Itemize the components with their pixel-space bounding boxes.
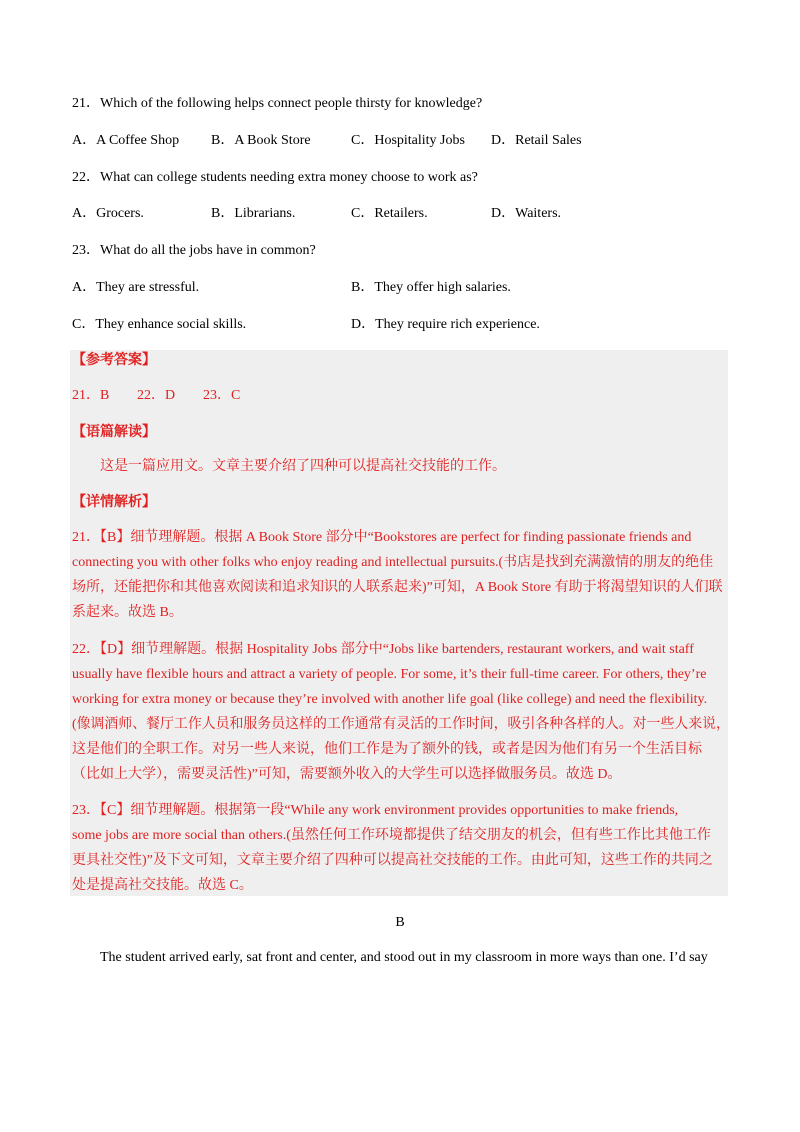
question-21-option-b: B．A Book Store: [211, 133, 311, 148]
detail-23-line: 处是提高社交技能。故选 C。: [72, 878, 253, 893]
detail-22-line: working for extra money or because they’re involved with another life goal (like college) and need the flexibility.: [72, 692, 708, 707]
question-22-option-d: D．Waiters.: [491, 206, 562, 221]
detail-21-line: connecting you with other folks who enjoy reading and intellectual pursuits.(书店是找到充满激情的朋友的绝佳: [72, 555, 714, 570]
detail-21-line: 场所，还能把你和其他喜欢阅读和追求知识的人联系起来)”可知，A Book Store 有助于将渴望知识的人们联: [72, 580, 723, 595]
detail-23-line: some jobs are more social than others.(虽然任何工作环境都提供了结交朋友的机会，但有些工作比其他工作: [72, 828, 711, 843]
question-23-stem: 23．What do all the jobs have in common?: [72, 243, 316, 258]
question-21-option-c: C．Hospitality Jobs: [351, 133, 465, 148]
detail-23-line: 23．【C】细节理解题。根据第一段“While any work environment provides opportunities to make friends,: [72, 803, 679, 818]
passage-heading: 【语篇解读】: [72, 425, 156, 440]
question-22-option-c: C．Retailers.: [351, 206, 428, 221]
question-23-option-a: A．They are stressful.: [72, 280, 200, 295]
question-21-stem: 21．Which of the following helps connect people thirsty for knowledge?: [72, 96, 483, 111]
question-23-option-b: B．They offer high salaries.: [351, 280, 511, 295]
question-21-option-d: D．Retail Sales: [491, 133, 582, 148]
answer-heading: 【参考答案】: [72, 353, 156, 368]
detail-22-line: usually have flexible hours and attract a variety of people. For some, it’s their full-time career. For others, they’re: [72, 667, 707, 682]
passage-b-label: B: [395, 915, 405, 930]
detail-22-line: 这是他们的全职工作。对另一些人来说，他们工作是为了额外的钱，或者是因为他们有另一个生活目标: [72, 742, 702, 757]
question-23-option-c: C．They enhance social skills.: [72, 317, 247, 332]
answer-22: 22．D: [137, 388, 176, 403]
question-22-stem: 22．What can college students needing extra money choose to work as?: [72, 170, 478, 185]
passage-summary: 这是一篇应用文。文章主要介绍了四种可以提高社交技能的工作。: [100, 459, 506, 474]
detail-heading: 【详情解析】: [72, 495, 156, 510]
question-23-option-d: D．They require rich experience.: [351, 317, 540, 332]
question-22-option-b: B．Librarians.: [211, 206, 296, 221]
detail-21-line: 系起来。故选 B。: [72, 605, 183, 620]
passage-b-first-line: The student arrived early, sat front and center, and stood out in my classroom in more ways than one. I’d say: [100, 950, 708, 965]
answer-23: 23．C: [203, 388, 241, 403]
question-22-option-a: A．Grocers.: [72, 206, 144, 221]
answer-21: 21．B: [72, 388, 110, 403]
detail-22-line: （比如上大学），需要灵活性)”可知，需要额外收入的大学生可以选择做服务员。故选 D。: [72, 767, 622, 782]
detail-22-line: 22．【D】细节理解题。根据 Hospitality Jobs 部分中“Jobs like bartenders, restaurant workers, and wait staff: [72, 642, 694, 657]
detail-23-line: 更具社交性)”及下文可知，文章主要介绍了四种可以提高社交技能的工作。由此可知，这些工作的共同之: [72, 853, 713, 868]
question-21-option-a: A．A Coffee Shop: [72, 133, 180, 148]
detail-22-line: (像调酒师、餐厅工作人员和服务员这样的工作通常有灵活的工作时间，吸引各种各样的人。对一些人来说，: [72, 717, 730, 732]
detail-21-line: 21．【B】细节理解题。根据 A Book Store 部分中“Bookstores are perfect for finding passionate friends and: [72, 530, 692, 545]
